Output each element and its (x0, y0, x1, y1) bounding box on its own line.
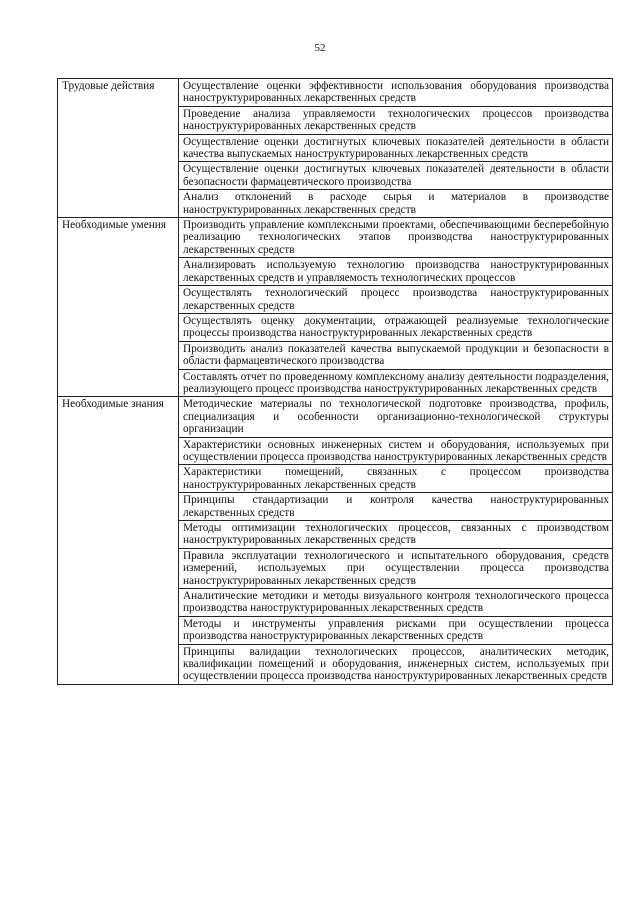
table-cell: Производить управление комплексными проектами, обеспечивающими бесперебойную реализацию технологических этапов производства наноструктурированных лекарственных средств (179, 218, 613, 258)
section-label-labor-actions: Трудовые действия (58, 79, 179, 218)
table-cell: Характеристики помещений, связанных с процессом производства наноструктурированных лекарственных средств (179, 465, 613, 493)
page-number: 52 (314, 42, 326, 54)
table-cell: Методы и инструменты управления рисками при осуществлении процесса производства наноструктурированных лекарственных средств (179, 616, 613, 644)
table-cell: Методы оптимизации технологических процессов, связанных с производством наноструктурированных лекарственных средств (179, 521, 613, 549)
table-cell: Осуществление оценки достигнутых ключевых показателей деятельности в области безопасности фармацевтического производства (179, 162, 613, 190)
table-cell: Методические материалы по технологической подготовке производства, профиль, специализация и особенности организационно-технологической структуры организации (179, 397, 613, 437)
table-cell: Осуществлять технологический процесс производства наноструктурированных лекарственных средств (179, 286, 613, 314)
table-cell: Осуществление оценки достигнутых ключевых показателей деятельности в области качества выпускаемых наноструктурированных лекарственных средств (179, 134, 613, 162)
table-cell: Анализ отклонений в расходе сырья и материалов в производстве наноструктурированных лекарственных средств (179, 190, 613, 218)
table-row (58, 218, 613, 258)
table-cell: Правила эксплуатации технологического и испытательного оборудования, средств измерений, используемых при осуществлении процесса производства наноструктурированных лекарственных средств (179, 548, 613, 588)
requirements-table (57, 78, 613, 685)
table-cell: Принципы стандартизации и контроля качества наноструктурированных лекарственных средств (179, 493, 613, 521)
table-cell: Характеристики основных инженерных систем и оборудования, используемых при осуществлении процесса производства наноструктурированных лекарственных средств (179, 437, 613, 465)
section-label-required-knowledge: Необходимые знания (58, 397, 179, 685)
table-cell: Осуществление оценки эффективности использования оборудования производства наноструктурированных лекарственных средств (179, 79, 613, 107)
table-row (58, 79, 613, 107)
table-cell: Анализировать используемую технологию производства наноструктурированных лекарственных средств и управляемость технологических процессов (179, 258, 613, 286)
table-cell: Аналитические методики и методы визуального контроля технологического процесса производства наноструктурированных лекарственных средств (179, 589, 613, 617)
table-cell: Составлять отчет по проведенному комплексному анализу деятельности подразделения, реализующего процесс производства наноструктурированных лекарственных средств (179, 369, 613, 397)
table-cell: Осуществлять оценку документации, отражающей реализуемые технологические процессы производства наноструктурированных лекарственных средств (179, 313, 613, 341)
table-row (58, 397, 613, 437)
table-cell: Принципы валидации технологических процессов, аналитических методик, квалификации помещений и оборудования, инженерных систем, используемых при осуществлении процесса производства наноструктурированных лекарственных средств (179, 644, 613, 684)
table-cell: Производить анализ показателей качества выпускаемой продукции и безопасности в области фармацевтического производства (179, 341, 613, 369)
table-cell: Проведение анализа управляемости технологических процессов производства наноструктурированных лекарственных средств (179, 106, 613, 134)
section-label-required-skills: Необходимые умения (58, 218, 179, 397)
